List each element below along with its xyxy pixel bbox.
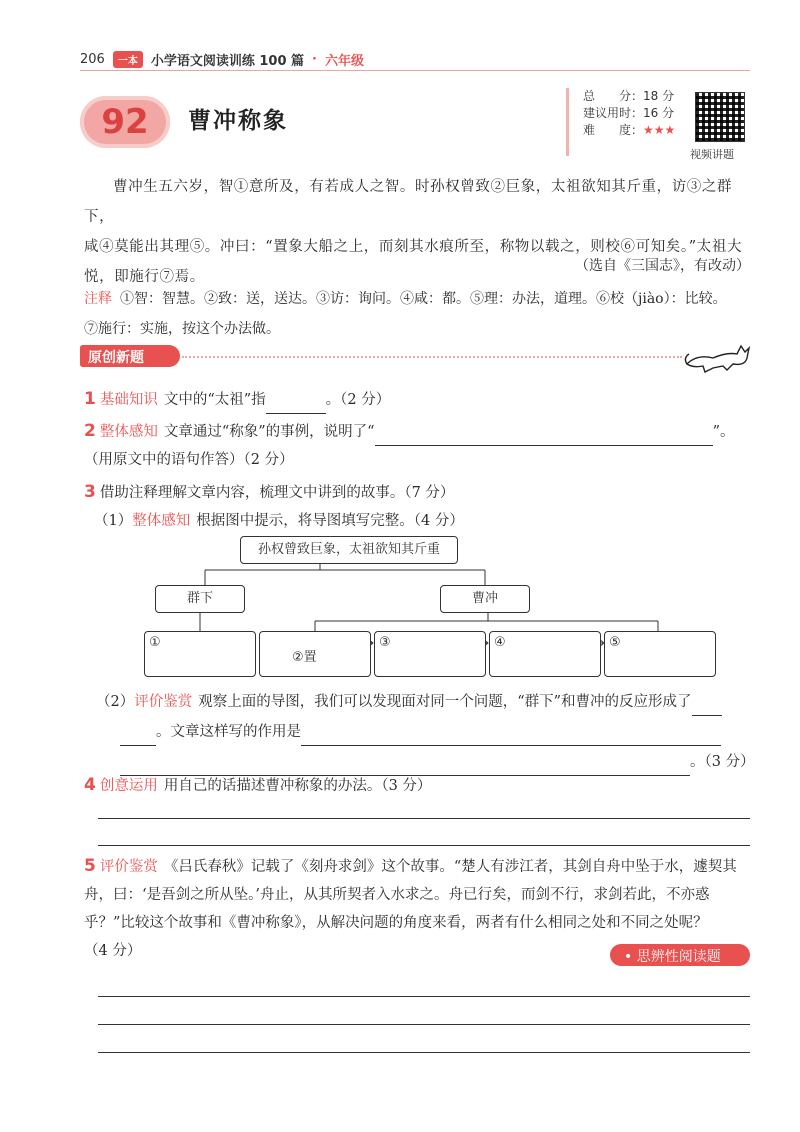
page-number: 206 xyxy=(80,52,105,67)
sub-question-1 xyxy=(94,507,756,535)
dotted-divider xyxy=(182,356,682,358)
answer-line[interactable] xyxy=(98,996,750,997)
question-3 xyxy=(84,478,756,535)
question-number: 5 xyxy=(84,856,96,876)
question-number: 3 xyxy=(84,482,96,502)
diagram-answer-box-3[interactable]: ③ xyxy=(374,631,486,677)
question-number: 4 xyxy=(84,775,96,795)
passage-line: 咸④莫能出其理⑤。冲曰：“置象大船之上，而刻其水痕所至，称物以载之，则校⑥可知矣。”太祖大 xyxy=(84,239,743,255)
question-tag: 创意运用 xyxy=(99,778,158,794)
sub-prefix: （1） xyxy=(94,513,133,529)
question-text: 舟，曰：‘是吾剑之所从坠。’舟止，从其所契者入水求之。舟已行矣，而剑不行，求剑若此，不亦惑 xyxy=(84,887,710,903)
question-tag: 评价鉴赏 xyxy=(99,859,158,875)
sub-question-2 xyxy=(96,688,756,776)
suggested-time: 建议用时：16 分 xyxy=(583,106,675,120)
question-text: 文章通过“称象”的事例，说明了“ xyxy=(163,424,375,440)
total-score: 总 分：18 分 xyxy=(583,89,675,103)
question-text-end: ”。 xyxy=(712,424,735,440)
difficulty-stars: ★★★ xyxy=(643,123,676,137)
section-banner-label: 原创新题 xyxy=(88,350,144,366)
question-tag: 整体感知 xyxy=(132,513,191,529)
header-divider xyxy=(80,70,750,71)
answer-blank[interactable] xyxy=(120,745,156,746)
answer-line[interactable] xyxy=(98,845,750,846)
question-score: （4 分） xyxy=(84,943,142,959)
qr-caption: 视频讲题 xyxy=(690,148,734,161)
diagram-node-caochong: 曹冲 xyxy=(440,585,530,613)
passage-source: （选自《三国志》，有改动） xyxy=(575,258,750,274)
diagram-answer-box-2[interactable]: ②置 xyxy=(259,631,371,677)
diagram-answer-box-4[interactable]: ④ xyxy=(489,631,601,677)
badge-label: • 思辨性阅读题 xyxy=(624,949,721,965)
answer-blank[interactable] xyxy=(692,715,722,716)
qr-code-icon[interactable] xyxy=(695,92,745,142)
question-text: 乎？”比较这个故事和《曹冲称象》，从解决问题的角度来看，两者有什么相同之处和不同之处呢？ xyxy=(84,915,708,931)
diagram-node-crowd: 群下 xyxy=(155,585,245,613)
diagram-answer-box-1[interactable]: ① xyxy=(144,631,256,677)
separator: · xyxy=(312,52,317,67)
page-header xyxy=(80,50,364,69)
notes xyxy=(84,284,752,344)
section-banner xyxy=(80,345,180,367)
question-tag: 基础知识 xyxy=(99,392,158,408)
notes-line: ⑦施行：实施，按这个办法做。 xyxy=(84,321,280,337)
question-text: 借助注释理解文章内容，梳理文中讲到的故事。（7 分） xyxy=(99,485,455,501)
cat-icon xyxy=(683,338,753,378)
question-1 xyxy=(84,385,756,414)
sub-text: 根据图中提示，将导图填写完整。（4 分） xyxy=(196,513,464,529)
sub-score: 。（3 分） xyxy=(690,754,755,770)
question-note: （用原文中的语句作答）（2 分） xyxy=(84,452,294,468)
diagram-root: 孙权曾致巨象，太祖欲知其斤重 xyxy=(240,536,458,564)
question-tag: 整体感知 xyxy=(99,424,158,440)
question-tag: 评价鉴赏 xyxy=(134,694,193,710)
critical-reading-badge xyxy=(610,944,750,966)
question-number: 1 xyxy=(84,389,96,409)
answer-blank[interactable] xyxy=(266,413,326,414)
sub-text: 观察上面的导图，我们可以发现面对同一个问题，“群下”和曹冲的反应形成了 xyxy=(198,694,692,710)
notes-label: 注释 xyxy=(84,291,112,307)
answer-blank[interactable] xyxy=(301,745,721,746)
question-text: 文中的“太祖”指 xyxy=(163,392,266,408)
book-title: 小学语文阅读训练 100 篇 xyxy=(150,54,305,69)
notes-line: ①智：智慧。②致：送，送达。③访：询问。④咸：都。⑤理：办法，道理。⑥校（jiào）：比较。 xyxy=(120,291,727,307)
answer-line[interactable] xyxy=(98,1024,750,1025)
answer-line[interactable] xyxy=(98,1052,750,1053)
question-number: 2 xyxy=(84,421,96,441)
lesson-number-badge xyxy=(80,96,170,148)
diagram-answer-box-5[interactable]: ⑤ xyxy=(604,631,716,677)
answer-line[interactable] xyxy=(98,818,750,819)
passage-line: 曹冲生五六岁，智①意所及，有若成人之智。时孙权曾致②巨象，太祖欲知其斤重，访③之群下， xyxy=(84,179,733,225)
lesson-number: 92 xyxy=(101,102,149,142)
passage-line: 悦，即施行⑦焉。 xyxy=(84,269,205,285)
answer-blank[interactable] xyxy=(375,445,713,446)
sub-prefix: （2） xyxy=(96,694,135,710)
question-2 xyxy=(84,417,756,474)
grade-label: 六年级 xyxy=(324,54,364,69)
sub-text: 。文章这样写的作用是 xyxy=(156,724,301,740)
brand-logo: 一本 xyxy=(113,51,143,68)
question-score: 。（2 分） xyxy=(325,392,391,408)
question-text: 《吕氏春秋》记载了《刻舟求剑》这个故事。“楚人有涉江者，其剑自舟中坠于水，遽契其 xyxy=(163,859,737,875)
difficulty-label: 难 度： xyxy=(583,123,644,137)
lesson-title: 曹冲称象 xyxy=(188,108,288,134)
question-4 xyxy=(84,771,756,800)
question-text: 用自己的话描述曹冲称象的办法。（3 分） xyxy=(163,778,432,794)
